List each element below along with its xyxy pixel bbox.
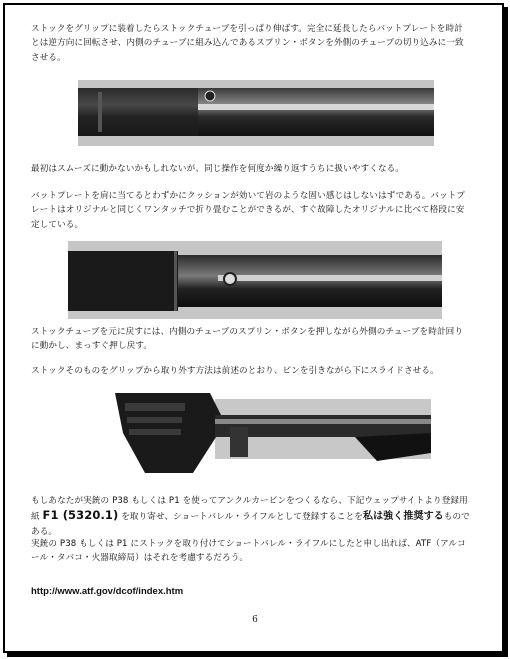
registration-text-1: もしあなたが実銃の P38 もしくは P1 を使ってアンクルカービンをつくるなら、下記ウェップサイトより登録用紙 [31,496,468,523]
photo-stock-tube-2 [68,241,442,319]
atf-url-link[interactable]: http://www.atf.gov/dcof/index.htm [31,586,184,597]
registration-text-3: ものである。 [31,512,470,537]
paragraph-return-tube: ストックチューブを元に戻すには、内側のチューブのスプリン・ボタンを押しながら外側のチューブを時計回りに動かし、まっすぐ押し戻す。 [31,327,464,352]
registration-text-2: を取り寄せ、ショートバレル・ライフルとして登録することを [118,512,363,523]
paragraph-buttplate: バットプレートを肩に当てるとわずかにクッションが効いて岩のような固い感じはしないはずである。バットプレートはオリジナルと同じくワンタッチで折り畳むことができるが、すぐ故障したオリジナルに比べて格段に安定している。 [31,191,465,230]
paragraph-registration [31,494,471,539]
photo-stock-tube-1 [78,80,434,146]
paragraph-smooth: 最初はスムーズに動かないかもしれないが、同じ操作を何度か繰り返すうちに扱いやすくなる。 [31,164,404,174]
paragraph-atf: 実銃の P38 もしくは P1 にストックを取り付けてショートバレル・ライフルにしたと申し出れば、ATF（アルコール・タバコ・火器取締局）はそれを考慮するだろう。 [31,539,466,564]
form-number: F1 (5320.1) [42,508,119,523]
strong-recommendation: 私は強く推奨する [362,511,444,523]
paragraph-remove-stock: ストックそのものをグリップから取り外す方法は前述のとおり、ピンを引きながら下にスライドさせる。 [31,366,439,376]
photo-stock-grip [115,393,431,473]
page-number: 6 [252,615,258,625]
paragraph-stock-extend: ストックをグリップに装着したらストックチューブを引っぱり伸ばす。完全に延長したらバットプレートを時計とは逆方向に回転させ、内側のチューブに組み込んであるスプリン・ボタンを外側のチューブの切り込みに一致させる。 [31,24,464,63]
